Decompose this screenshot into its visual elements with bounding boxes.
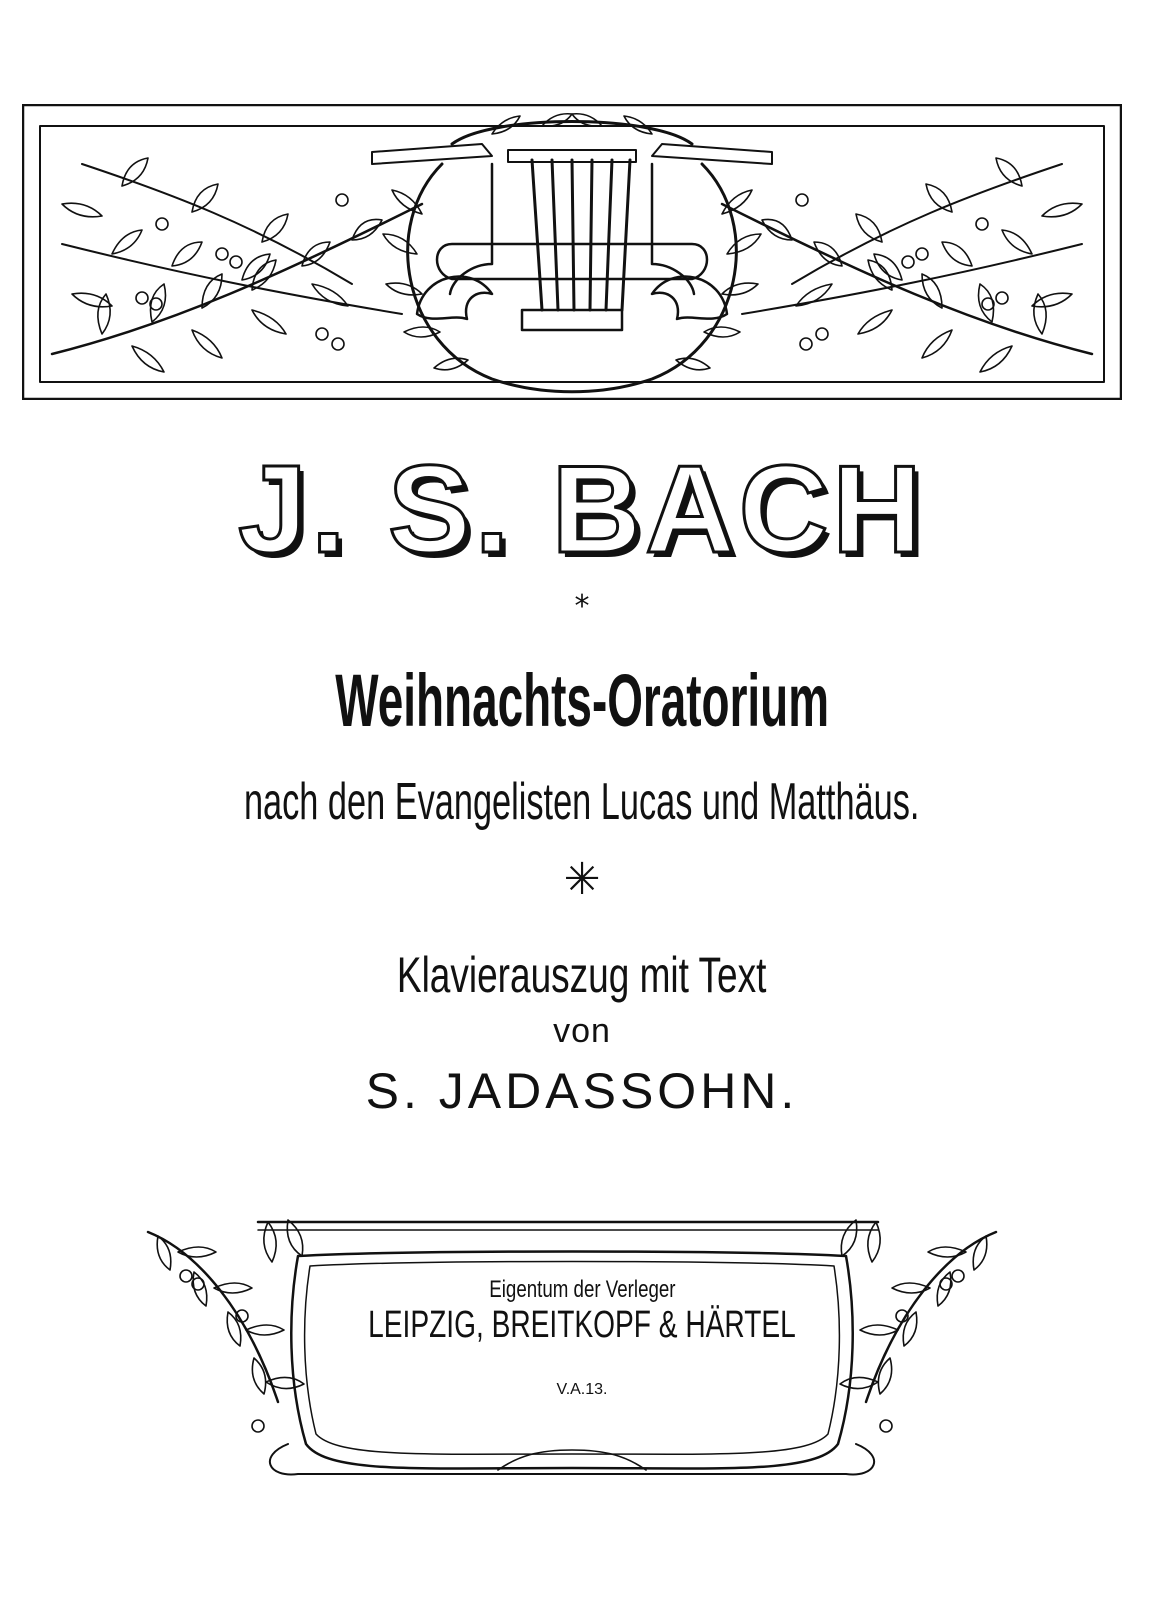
arrangement-description (0, 947, 1164, 1003)
arrangement-by: von (553, 1012, 611, 1050)
publisher-note-text: Eigentum der Verleger (488, 1276, 676, 1303)
star-separator: ✳ (563, 854, 601, 905)
plate-number: V.A.13. (556, 1381, 608, 1398)
work-title (0, 659, 1164, 742)
work-title-text: Weihnachts-Oratorium (335, 659, 829, 742)
imprint-cartouche-ornament (138, 1212, 1006, 1484)
work-subtitle-text: nach den Evangelisten Lucas und Matthäus. (244, 773, 920, 831)
publisher-imprint (0, 1306, 1164, 1344)
star-separator: * (574, 589, 590, 624)
publisher-note (0, 1278, 1164, 1302)
publisher-imprint-text: LEIPZIG, BREITKOPF & HÄRTEL (368, 1304, 796, 1346)
composer-name: J. S. BACH (238, 441, 926, 579)
lyre-laurel-banner-ornament (22, 104, 1122, 400)
arrangement-text: Klavierauszug mit Text (397, 947, 767, 1003)
arranger-name: S. JADASSOHN. (365, 1063, 799, 1119)
work-subtitle (0, 773, 1164, 831)
